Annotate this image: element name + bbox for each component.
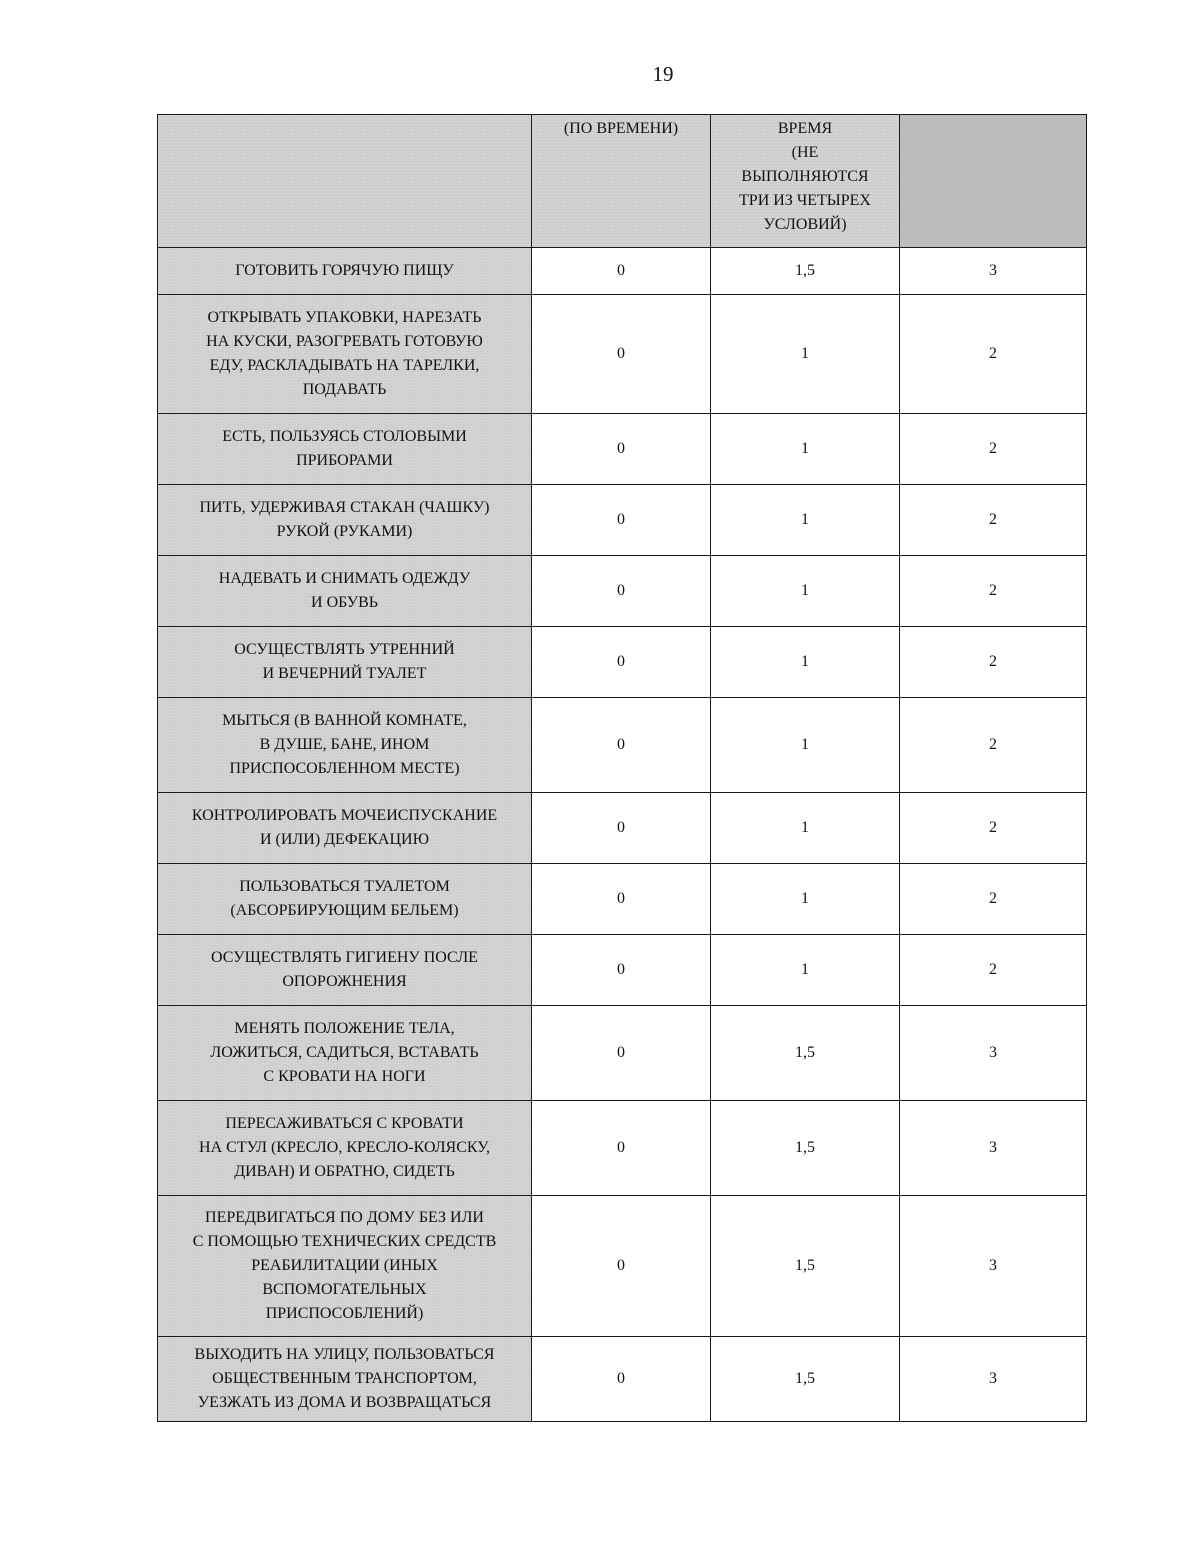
value-cell-2: 1,5 — [711, 1196, 900, 1337]
table-row — [158, 485, 1087, 556]
value-cell-3: 2 — [900, 485, 1087, 556]
value-cell-1: 0 — [532, 793, 711, 864]
activity-cell: МЕНЯТЬ ПОЛОЖЕНИЕ ТЕЛА, ЛОЖИТЬСЯ, САДИТЬСЯ, ВСТАВАТЬ С КРОВАТИ НА НОГИ — [158, 1006, 532, 1101]
value-cell-2: 1 — [711, 627, 900, 698]
page-number: 19 — [652, 62, 674, 86]
table-row — [158, 627, 1087, 698]
table-row — [158, 248, 1087, 295]
value-cell-3: 3 — [900, 248, 1087, 295]
header-cell-by-time: (ПО ВРЕМЕНИ) — [532, 115, 711, 248]
value-cell-1: 0 — [532, 248, 711, 295]
value-cell-1: 0 — [532, 698, 711, 793]
table-row — [158, 793, 1087, 864]
value-cell-2: 1 — [711, 793, 900, 864]
activity-cell: ОСУЩЕСТВЛЯТЬ ГИГИЕНУ ПОСЛЕ ОПОРОЖНЕНИЯ — [158, 935, 532, 1006]
table-row — [158, 935, 1087, 1006]
table-row — [158, 1196, 1087, 1337]
value-cell-2: 1 — [711, 295, 900, 414]
value-cell-2: 1,5 — [711, 1101, 900, 1196]
value-cell-2: 1,5 — [711, 1337, 900, 1422]
value-cell-1: 0 — [532, 935, 711, 1006]
table-row — [158, 295, 1087, 414]
value-cell-1: 0 — [532, 295, 711, 414]
value-cell-3: 3 — [900, 1101, 1087, 1196]
header-cell-4 — [900, 115, 1087, 248]
value-cell-2: 1,5 — [711, 248, 900, 295]
value-cell-3: 2 — [900, 627, 1087, 698]
value-cell-3: 3 — [900, 1006, 1087, 1101]
value-cell-2: 1,5 — [711, 1006, 900, 1101]
activities-table — [157, 114, 1087, 1422]
value-cell-3: 3 — [900, 1196, 1087, 1337]
value-cell-1: 0 — [532, 1196, 711, 1337]
activity-cell: ОТКРЫВАТЬ УПАКОВКИ, НАРЕЗАТЬ НА КУСКИ, РАЗОГРЕВАТЬ ГОТОВУЮ ЕДУ, РАСКЛАДЫВАТЬ НА ТАРЕЛКИ, ПОДАВАТЬ — [158, 295, 532, 414]
activity-cell: КОНТРОЛИРОВАТЬ МОЧЕИСПУСКАНИЕ И (ИЛИ) ДЕФЕКАЦИЮ — [158, 793, 532, 864]
activity-cell: МЫТЬСЯ (В ВАННОЙ КОМНАТЕ, В ДУШЕ, БАНЕ, ИНОМ ПРИСПОСОБЛЕННОМ МЕСТЕ) — [158, 698, 532, 793]
value-cell-2: 1 — [711, 556, 900, 627]
activity-cell: ПИТЬ, УДЕРЖИВАЯ СТАКАН (ЧАШКУ) РУКОЙ (РУКАМИ) — [158, 485, 532, 556]
value-cell-1: 0 — [532, 1101, 711, 1196]
activity-cell: ВЫХОДИТЬ НА УЛИЦУ, ПОЛЬЗОВАТЬСЯ ОБЩЕСТВЕННЫМ ТРАНСПОРТОМ, УЕЗЖАТЬ ИЗ ДОМА И ВОЗВРАЩАТЬСЯ — [158, 1337, 532, 1422]
value-cell-3: 2 — [900, 556, 1087, 627]
table-row — [158, 698, 1087, 793]
value-cell-1: 0 — [532, 1006, 711, 1101]
value-cell-3: 2 — [900, 295, 1087, 414]
header-cell-time-not-met: ВРЕМЯ (НЕ ВЫПОЛНЯЮТСЯ ТРИ ИЗ ЧЕТЫРЕХ УСЛОВИЙ) — [711, 115, 900, 248]
value-cell-2: 1 — [711, 864, 900, 935]
value-cell-1: 0 — [532, 627, 711, 698]
activity-cell: ПОЛЬЗОВАТЬСЯ ТУАЛЕТОМ (АБСОРБИРУЮЩИМ БЕЛЬЕМ) — [158, 864, 532, 935]
value-cell-2: 1 — [711, 485, 900, 556]
activity-cell: НАДЕВАТЬ И СНИМАТЬ ОДЕЖДУ И ОБУВЬ — [158, 556, 532, 627]
table-row — [158, 556, 1087, 627]
activity-cell: ПЕРЕДВИГАТЬСЯ ПО ДОМУ БЕЗ ИЛИ С ПОМОЩЬЮ ТЕХНИЧЕСКИХ СРЕДСТВ РЕАБИЛИТАЦИИ (ИНЫХ ВСПОМОГАТЕЛЬНЫХ ПРИСПОСОБЛЕНИЙ) — [158, 1196, 532, 1337]
value-cell-2: 1 — [711, 698, 900, 793]
table-row — [158, 1006, 1087, 1101]
value-cell-3: 3 — [900, 1337, 1087, 1422]
value-cell-1: 0 — [532, 485, 711, 556]
table-row — [158, 864, 1087, 935]
value-cell-2: 1 — [711, 414, 900, 485]
table-header-row — [158, 115, 1087, 248]
value-cell-3: 2 — [900, 698, 1087, 793]
value-cell-3: 2 — [900, 935, 1087, 1006]
table-row — [158, 414, 1087, 485]
activity-cell: ГОТОВИТЬ ГОРЯЧУЮ ПИЩУ — [158, 248, 532, 295]
value-cell-1: 0 — [532, 864, 711, 935]
value-cell-2: 1 — [711, 935, 900, 1006]
value-cell-1: 0 — [532, 414, 711, 485]
value-cell-3: 2 — [900, 793, 1087, 864]
value-cell-1: 0 — [532, 1337, 711, 1422]
activity-cell: ОСУЩЕСТВЛЯТЬ УТРЕННИЙ И ВЕЧЕРНИЙ ТУАЛЕТ — [158, 627, 532, 698]
activity-cell: ЕСТЬ, ПОЛЬЗУЯСЬ СТОЛОВЫМИ ПРИБОРАМИ — [158, 414, 532, 485]
header-cell-activity — [158, 115, 532, 248]
value-cell-3: 2 — [900, 414, 1087, 485]
value-cell-1: 0 — [532, 556, 711, 627]
activity-cell: ПЕРЕСАЖИВАТЬСЯ С КРОВАТИ НА СТУЛ (КРЕСЛО, КРЕСЛО-КОЛЯСКУ, ДИВАН) И ОБРАТНО, СИДЕТЬ — [158, 1101, 532, 1196]
table-row — [158, 1101, 1087, 1196]
value-cell-3: 2 — [900, 864, 1087, 935]
table-row — [158, 1337, 1087, 1422]
